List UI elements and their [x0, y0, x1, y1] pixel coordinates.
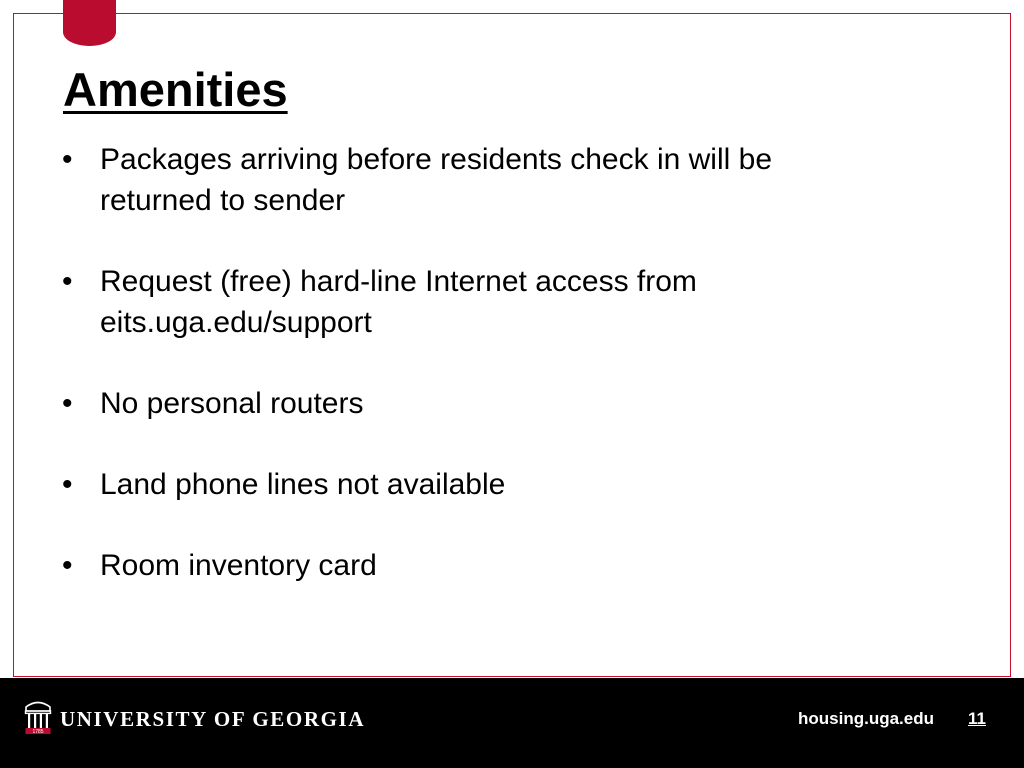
bullet-list [62, 139, 922, 626]
logo-year: 1785 [32, 729, 44, 735]
bullet-text-line: Request (free) hard-line Internet access from [100, 265, 697, 298]
bullet-text-line: returned to sender [100, 184, 346, 217]
bullet-text-line: eits.uga.edu/support [100, 306, 372, 339]
bullet-text-line: No personal routers [100, 387, 364, 420]
bullet-item [62, 261, 922, 343]
bullet-marker: • [62, 549, 73, 582]
bullet-item [62, 139, 922, 221]
bullet-marker: • [62, 387, 73, 420]
uga-arch-logo-icon [24, 697, 52, 737]
bullet-text-line: Room inventory card [100, 549, 377, 582]
bullet-item [62, 383, 922, 424]
slide-title: Amenities [63, 63, 288, 116]
brand-tab [63, 0, 116, 46]
bullet-marker: • [62, 143, 73, 176]
university-name: UNIVERSITY OF GEORGIA [60, 707, 366, 731]
bullet-marker: • [62, 265, 73, 298]
bullet-text-line: Packages arriving before residents check in will be [100, 143, 772, 176]
bullet-text-line: Land phone lines not available [100, 468, 506, 501]
bullet-marker: • [62, 468, 73, 501]
page-number: 11 [968, 709, 986, 728]
bullet-item [62, 545, 922, 586]
site-url: housing.uga.edu [798, 709, 934, 728]
bullet-item [62, 464, 922, 505]
